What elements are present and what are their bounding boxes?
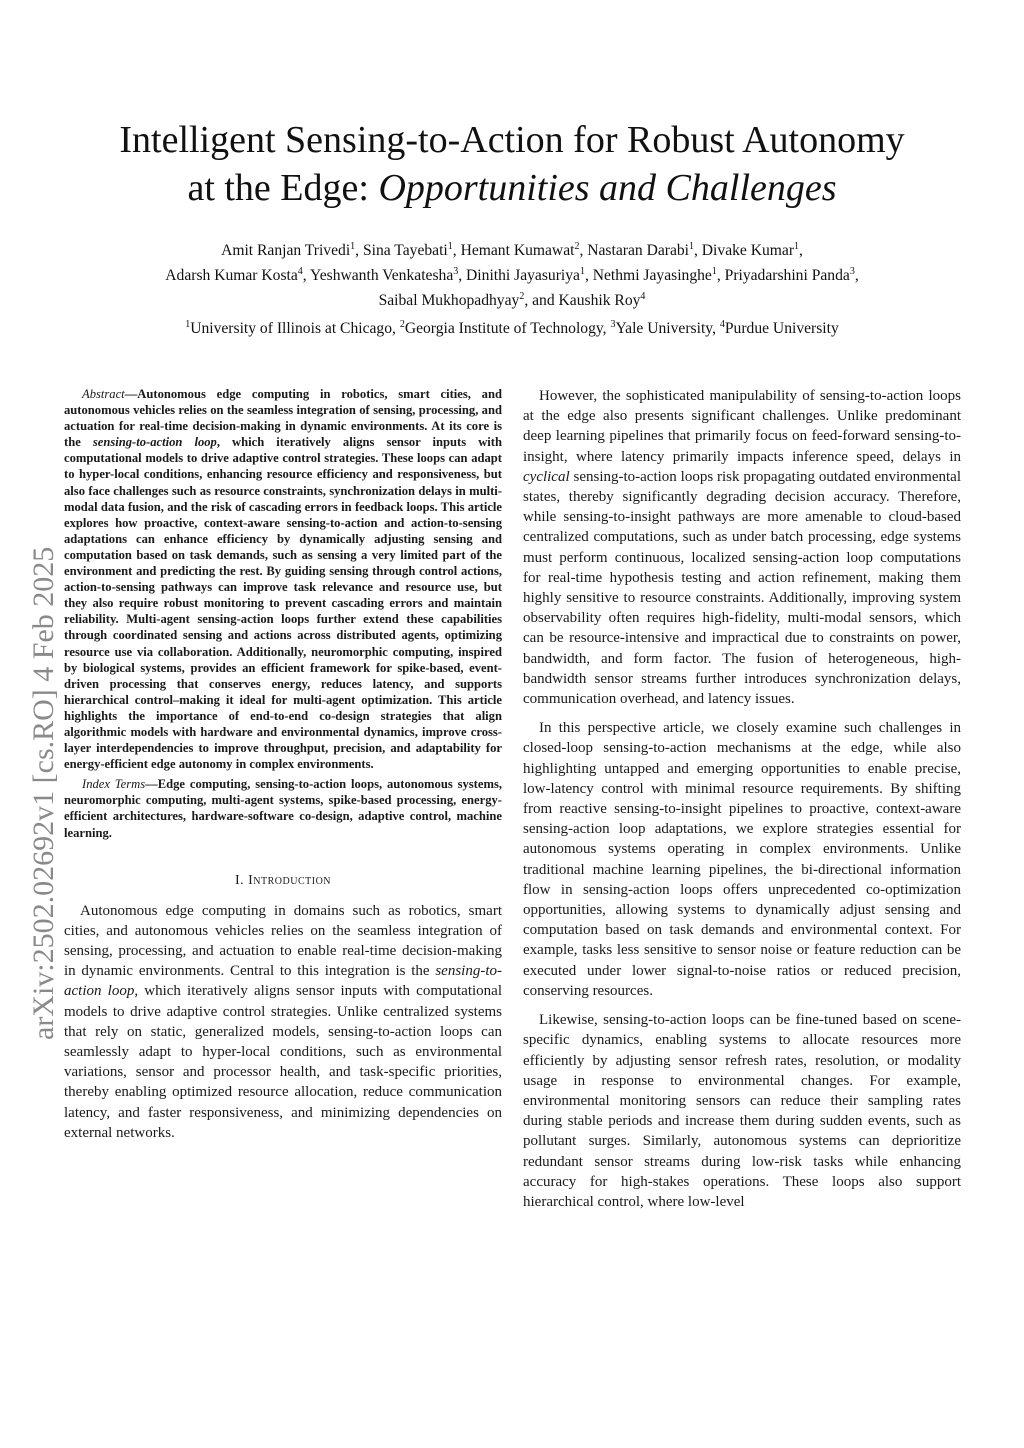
affiliation-number: 2: [399, 318, 405, 330]
title-line-1: Intelligent Sensing-to-Action for Robust Autonomy: [119, 119, 905, 161]
author-affiliation-mark: 3: [453, 265, 459, 277]
index-terms: [64, 776, 502, 840]
intro-text-b: , which iteratively aligns sensor inputs with computational models to drive adaptive control strategies. Unlike centralized systems that rely on static, generalized models, sensing-to-action loops can seamlessly adapt to hyper-local conditions, such as environmental variations, sensor and processor health, and task-specific priorities, thereby enabling optimized resource allocation, reduce communication latency, and faster responsiveness, and minimizing dependencies on external networks.: [64, 983, 502, 1141]
paper-title: [60, 116, 964, 212]
intro-emphasis: sensing-to-action loop: [64, 963, 502, 1000]
author-affiliation-mark: 1: [447, 240, 453, 252]
author-name: Hemant Kumawat: [460, 242, 575, 259]
section-title: Introduction: [248, 872, 332, 888]
author-name: Yeshwanth Venkatesha: [310, 267, 454, 284]
author-affiliation-mark: 1: [579, 265, 585, 277]
abstract-lead: Abstract: [82, 387, 125, 401]
affiliation-number: 3: [610, 318, 616, 330]
author-list: Amit Ranjan Trivedi$^1$, Sina Tayebati$^1$, Hemant Kumawat$^2$, Nastaran Darabi$^1$, Divake Kumar$^1$, Adarsh Kumar Kosta$^4$, Yeshwanth Venkatesha$^3$, Dinithi Jayasuriya$^1$, Nethmi Jayasinghe$^1$, Priyadarshini Panda$^3$, Saibal Mukhopadhyay$^2$, and Kaushik Roy$^4$: [165, 240, 859, 309]
affiliation-number: 1: [185, 318, 191, 330]
title-line-2-plain: at the Edge:: [187, 167, 379, 209]
left-column: [64, 386, 502, 1143]
affiliation-list: $^1$University of Illinois at Chicago, $^2$Georgia Institute of Technology, $^3$Yale University, $^4$Purdue University: [185, 318, 839, 337]
author-affiliation-mark: 1: [689, 240, 694, 252]
author-name: Nethmi Jayasinghe: [592, 267, 712, 284]
index-terms-lead: Index Terms: [82, 777, 146, 792]
author-name: Divake Kumar: [701, 242, 795, 259]
author-affiliation-mark: 1: [711, 265, 717, 277]
author-affiliation-mark: 2: [519, 290, 525, 302]
intro-paragraph: [64, 901, 502, 1143]
abstract: [64, 386, 502, 772]
arxiv-identifier: arXiv:2502.02692v1 [cs.RO] 4 Feb 2025: [27, 546, 60, 1040]
intro-text-a: Autonomous edge computing in domains such as robotics, smart cities, and autonomous vehicles relies on the seamless integration of sensing, processing, and actuation to enable real-time decision-making in dynamic environments. Central to this integration is the: [64, 902, 502, 980]
section-number: I.: [234, 872, 245, 888]
author-name: Nastaran Darabi: [587, 242, 689, 259]
author-name: Priyadarshini Panda: [724, 267, 850, 284]
author-affiliation-mark: 4: [640, 290, 646, 302]
abstract-text-1: —Autonomous edge computing in robotics, smart cities, and autonomous vehicles relies on the seamless integration of sensing, processing, and actuation for real-time decision-making in dynamic environments. At its core is the: [64, 387, 502, 450]
body-paragraph-2: In this perspective article, we closely examine such challenges in closed-loop sensing-to-action mechanisms at the edge, while also highlighting untapped and emerging opportunities to enable precise, low-latency control with minimal resource requirements. By shifting from reactive sensing-to-insight pipelines to proactive, context-aware sensing-action loop adaptations, we explore strategies essential for autonomous systems operating in complex environments. Unlike traditional machine learning pipelines, the bi-directional information flow in sensing-action loops offers unprecedented co-optimization opportunities, allowing systems to dynamically adjust sensing and computation based on task demands and environmental context. For example, tasks less sensitive to sensor noise or feature reduction can be executed under lower signal-to-noise ratios or reduced precision, conserving resources.: [523, 720, 961, 999]
author-affiliation-mark: 1: [794, 240, 800, 252]
affiliation-name: Yale University: [615, 320, 713, 337]
author-affiliation-mark: 2: [574, 240, 580, 252]
body-paragraph-3: Likewise, sensing-to-action loops can be fine-tuned based on scene-specific dynamics, enabling systems to allocate resources more efficiently by adjusting sensor refresh rates, resolution, or modality usage in response to environmental changes. For example, environmental monitoring sensors can reduce their sampling rates during stable periods and increase them during sudden events, such as pollutant surges. Similarly, autonomous systems can deprioritize redundant sensor streams during low-risk tasks while enhancing accuracy for high-stakes operations. These loops also support hierarchical control, where low-level: [523, 1012, 961, 1210]
affiliation-number: 4: [719, 318, 725, 330]
affiliation-name: Purdue University: [724, 320, 839, 337]
author-affiliation-mark: 3: [849, 265, 855, 277]
author-name: Amit Ranjan Trivedi: [221, 242, 351, 259]
body-paragraph-1: [523, 386, 961, 709]
right-column: [523, 386, 961, 1212]
author-name: Dinithi Jayasuriya: [466, 267, 580, 284]
affiliation-name: Georgia Institute of Technology: [404, 320, 603, 337]
paragraph-1-text-b: sensing-to-action loops risk propagating outdated environmental states, thereby significantly degrading decision accuracy. Therefore, while sensing-to-insight pathways are more amenable to cloud-based centralized computations, such as under batch processing, edge systems must perform continuous, localized sensing-action loop computations for real-time hypothesis testing and action refinement, making them highly sensitive to resource constraints. Additionally, improving system observability often requires high-fidelity, multi-modal sensors, which can be resource-intensive and impractical due to constraints on power, bandwidth, and form factor. The fusion of heterogeneous, high-bandwidth sensor streams further introduces synchronization delays, communication overhead, and latency issues.: [523, 468, 961, 708]
author-name: Saibal Mukhopadhyay: [378, 292, 520, 309]
abstract-emphasis: sensing-to-action loop: [92, 435, 217, 450]
author-affiliation-mark: 1: [350, 240, 356, 252]
abstract-text-2: , which iteratively aligns sensor inputs with computational models to drive adaptive control strategies. These loops can adapt to hyper-local conditions, enhancing resource efficiency and responsiveness, but also face challenges such as resource constraints, synchronization delays in multi-modal data fusion, and the risk of cascading errors in feedback loops. This article explores how proactive, context-aware sensing-to-action and action-to-sensing adaptations can enhance efficiency by dynamically adjusting sensing and computation based on task demands, such as sensing a very limited part of the environment and predicting the rest. By guiding sensing through control actions, action-to-sensing pathways can improve task relevance and resource use, but they also require robust monitoring to prevent cascading errors and maintain reliability. Multi-agent sensing-action loops further extend these capabilities through coordinated sensing and actions across distributed agents, optimizing resource use via collaboration. Additionally, neuromorphic computing, inspired by biological systems, provides an efficient framework for spike-based, event-driven processing that conserves energy, reduces latency, and supports hierarchical control–making it ideal for multi-agent optimization. This article highlights the importance of end-to-end co-design strategies that align algorithmic models with hardware and environmental dynamics, improve cross-layer interdependencies to improve throughput, precision, and adaptability for energy-efficient edge autonomy in complex environments.: [64, 435, 502, 772]
section-heading-introduction: [64, 873, 502, 889]
author-name: Kaushik Roy: [558, 292, 641, 309]
affiliation-name: University of Illinois at Chicago: [190, 320, 393, 337]
paragraph-1-emphasis: cyclical: [523, 468, 570, 485]
title-line-2-italic: Opportunities and Challenges: [378, 167, 837, 209]
title-line-2: [60, 164, 964, 212]
author-name: Adarsh Kumar Kosta: [165, 267, 298, 284]
paragraph-1-text-a: However, the sophisticated manipulability of sensing-to-action loops at the edge also presents significant challenges. Unlike predominant deep learning pipelines that primarily focus on feed-forward sensing-to-insight, where latency primarily impacts inference speed, delays in: [523, 388, 961, 465]
author-affiliation-mark: 4: [297, 265, 303, 277]
author-name: Sina Tayebati: [362, 242, 448, 259]
index-terms-text: —Edge computing, sensing-to-action loops, autonomous systems, neuromorphic computing, multi-agent systems, spike-based processing, energy-efficient architectures, hardware-software co-design, adaptive control, machine learning.: [64, 777, 503, 840]
